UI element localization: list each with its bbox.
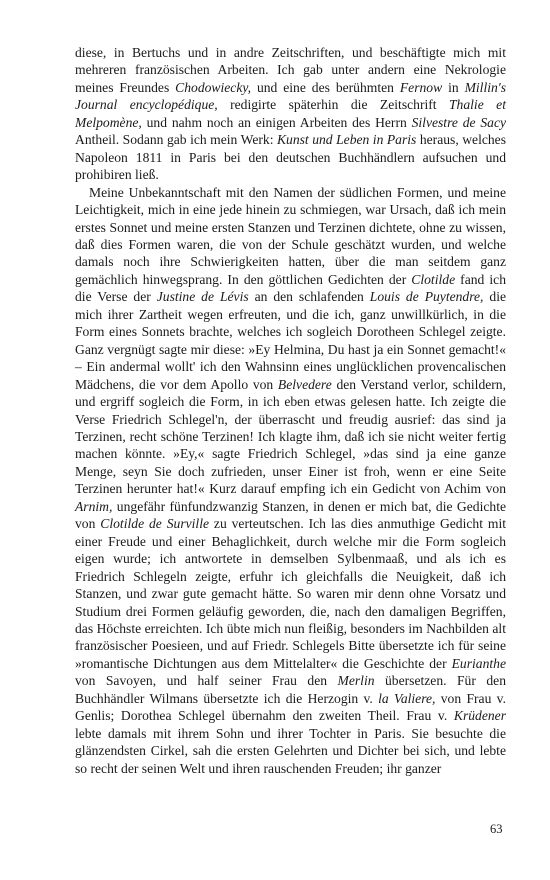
italic-text: Merlin — [337, 673, 375, 689]
text-run: diese, in Bertuchs und in andre Zeitschriften, und beschäftigte mich mit mehreren französischen Arbeiten. Ich gab unter andern eine Nekrologie meines Freundes — [75, 45, 506, 95]
text-run: den Verstand verlor, schildern, und ergriff sogleich die Form, in ich eben etwas gelesen hatte. Ich zeigte die Verse Friedrich Schlegel'n, der überrascht und freudig ausrief: das sind ja Terzinen, recht schöne Terzinen! Ich klagte ihm, daß ich sie nicht weiter fertig machen könnte. »Ey,« sagte Friedrich Schlegel, »das sind ja eine ganze Menge, seyn Sie doch zufrieden, unser Einer ist froh, wenn er eine Seite Terzinen herunter hat!« Kurz darauf empfing ich ein Gedicht von Achim von — [75, 376, 506, 497]
paragraph — [75, 184, 506, 777]
italic-text: Arnim, — [75, 498, 113, 514]
text-run: und eine des berühmten — [251, 79, 400, 95]
italic-text: Eurianthe — [451, 655, 506, 671]
page-number: 63 — [490, 822, 503, 836]
text-run: übersetzen. Für den Buchhändler Wilmans übersetzte ich die Herzogin v. — [75, 673, 506, 706]
text-run: von Frau v. Genlis; Dorothea Schlegel übernahm den zweiten Theil. Frau v. — [75, 690, 506, 724]
italic-text: la Valiere, — [378, 690, 436, 706]
italic-text: Thalie et Melpomène, — [75, 97, 506, 130]
text-run: und nahm noch an einigen Arbeiten des Herrn — [141, 114, 412, 130]
text-run: zu verteutschen. Ich las dies anmuthige Gedicht mit einer Freude und einer Behaglichkeit, durch welche mir die Form sogleich eigen wurde; ich antwortete in demselben Sylbenmaaß, und als ich es Friedrich Schlegeln zeigte, erfuhr ich gleichfalls die Neuigkeit, daß ich Stanzen, und zwar gute gemacht hätte. So waren mir denn ohne Vorsatz und Studium drei Formen geläufig geworden, die, nach den damaligen Begriffen, das Höchste erreichten. Ich übte mich nun fleißig, besonders im Nachbilden alt französischer Poesieen, und auf Friedr. Schlegels Bitte übersetzte ich für seine »romantische Dichtungen aus dem Mittelalter« die Geschichte der — [75, 516, 506, 671]
italic-text: Louis de Puytendre, — [369, 289, 484, 305]
italic-text: Millin's Journal encyclopédique, — [75, 79, 506, 113]
text-run: fand ich die Verse der — [75, 271, 506, 305]
text-run: ungefähr fünfundzwanzig Stanzen, in denen er mich bat, die Gedichte von — [75, 498, 506, 532]
text-run: Antheil. Sodann gab ich mein Werk: — [75, 132, 277, 148]
paragraph — [75, 44, 506, 184]
italic-text: Krüdener — [453, 708, 506, 724]
italic-text: Justine de Lévis — [156, 289, 249, 305]
italic-text: Kunst und Leben in Paris — [276, 132, 417, 148]
italic-text: Silvestre de Sacy — [411, 114, 507, 130]
italic-text: Belvedere — [277, 376, 332, 392]
italic-text: Chodowiecky, — [175, 79, 252, 95]
text-run: von Savoyen, und half seiner Frau den — [75, 673, 338, 689]
italic-text: Fernow — [399, 79, 443, 95]
body-text — [75, 44, 506, 777]
text-run: Meine Unbekanntschaft mit den Namen der südlichen Formen, und meine Leichtigkeit, mich in eine jede hinein zu schmiegen, war Ursach, daß ich mein erstes Sonnet und meine ersten Stanzen und Terzinen dichtete, ohne zu wissen, daß dies Formen waren, die von der Schule geschätzt wurden, und welche damals noch ihre Schwierigkeiten hatten, über die man seitdem ganz gemächlich hinwegsprang. In den göttlichen Gedichten der — [75, 184, 506, 287]
italic-text: Clotilde de Surville — [100, 516, 210, 532]
text-run: heraus, welches Napoleon 1811 in Paris bei den deutschen Buchhändlern aufsuchen und prohibiren ließ. — [75, 132, 506, 183]
text-run: in — [442, 79, 465, 95]
text-run: die mich ihrer Zartheit wegen erfreuten, und die ich, ganz unwillkürlich, in die Form eines Sonnets brachte, welches ich sogleich Dorotheen Schlegel zeigte. Ganz vergnügt sagte mir diese: »Ey Helmina, Du hast ja ein Sonnet gemacht!« – Ein andermal wollt' ich den Wahnsinn eines unglücklichen provencalischen Mädchens, die vor dem Apollo von — [75, 289, 506, 392]
text-run: redigirte späterhin die Zeitschrift — [217, 97, 449, 113]
text-run: lebte damals mit ihrem Sohn und ihrer Tochter in Paris. Sie besuchte die glänzendsten Cirkel, sah die ersten Gelehrten und Dichter bei sich, und lebte so recht der seinen Welt und ihren rauschenden Freuden; ihr ganzer — [75, 725, 506, 776]
italic-text: Clotilde — [411, 271, 456, 287]
text-run: an den schlafenden — [248, 289, 370, 305]
